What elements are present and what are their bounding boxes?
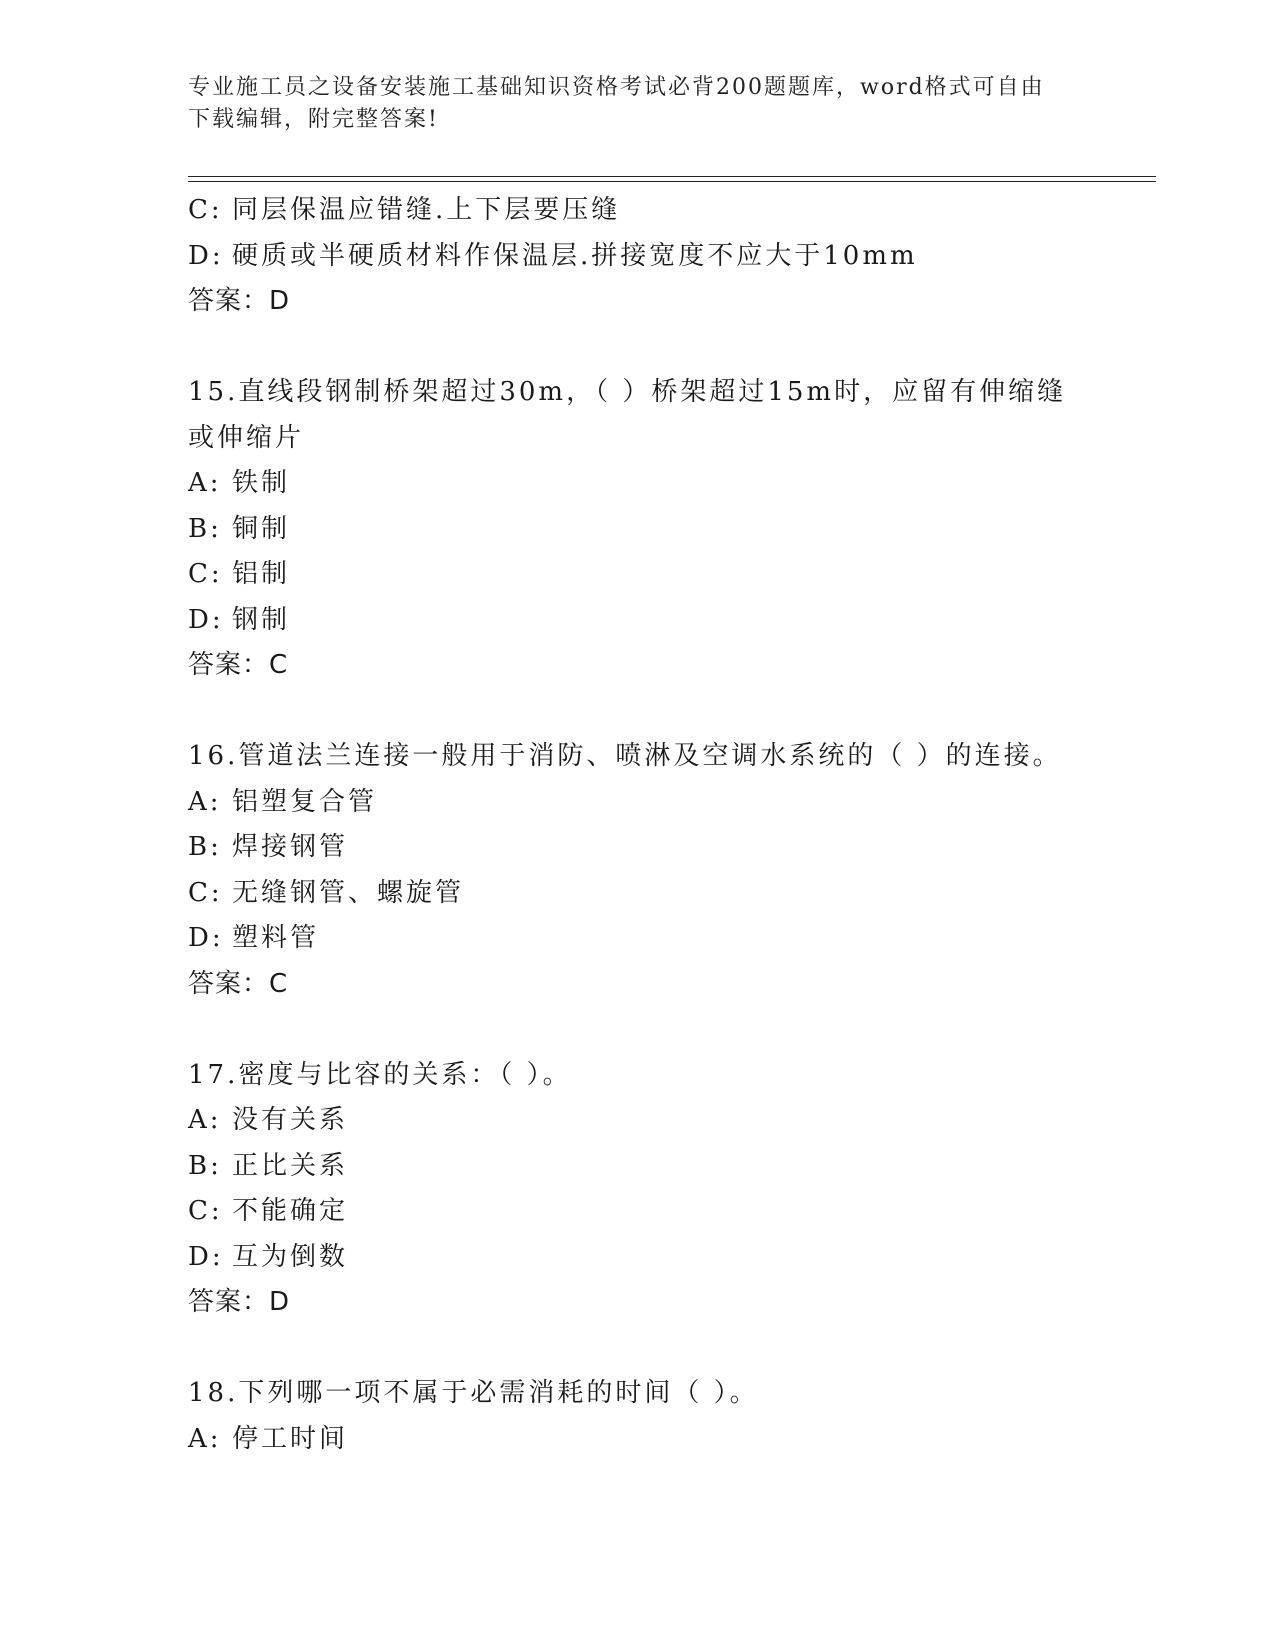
document-header: 专业施工员之设备安装施工基础知识资格考试必背200题题库，word格式可自由下载编辑，附完整答案! <box>188 75 1045 132</box>
option-b <box>188 507 1148 553</box>
question-15 <box>188 370 1148 689</box>
answer: 答案：C <box>188 968 289 999</box>
option-text: 同层保温应错缝.上下层要压缝 <box>232 195 621 225</box>
question-16 <box>188 734 1148 1007</box>
option-text: 硬质或半硬质材料作保温层.拼接宽度不应大于10mm <box>232 240 918 271</box>
option-a <box>188 461 1148 507</box>
option-text: 停工时间 <box>232 1423 349 1454</box>
question-stem: 15.直线段钢制桥架超过30m，（ ）桥架超过15m时，应留有伸缩缝或伸缩片 <box>188 377 1067 453</box>
option-text: 铜制 <box>232 513 291 544</box>
option-letter: B: <box>188 513 222 544</box>
option-text: 正比关系 <box>232 1150 349 1181</box>
option-letter: A: <box>188 1423 222 1454</box>
question-14 <box>188 188 1148 325</box>
header-rule-top <box>188 176 1156 177</box>
option-letter: B: <box>188 832 222 862</box>
option-d <box>188 1235 1148 1281</box>
option-letter: C: <box>188 559 223 589</box>
question-list <box>188 188 1148 1462</box>
option-d <box>188 598 1148 644</box>
option-d <box>188 234 1148 280</box>
option-letter: D: <box>188 604 224 635</box>
header-rule-bottom <box>188 181 1156 182</box>
option-c <box>188 188 1148 234</box>
option-text: 塑料管 <box>232 923 320 953</box>
option-b <box>188 1144 1148 1190</box>
option-text: 钢制 <box>232 604 291 635</box>
option-a <box>188 1098 1148 1144</box>
option-letter: D: <box>188 923 224 953</box>
question-stem: 16.管道法兰连接一般用于消防、喷淋及空调水系统的（ ）的连接。 <box>188 741 1062 771</box>
option-text: 铝塑复合管 <box>232 786 378 817</box>
option-text: 铁制 <box>232 468 291 498</box>
option-letter: D: <box>188 1241 224 1272</box>
option-text: 焊接钢管 <box>232 832 349 862</box>
option-text: 不能确定 <box>232 1196 349 1226</box>
option-c <box>188 552 1148 598</box>
answer: 答案：C <box>188 650 289 680</box>
spacer <box>188 325 1148 371</box>
option-a <box>188 780 1148 826</box>
answer: 答案：D <box>188 286 291 316</box>
option-text: 没有关系 <box>232 1105 349 1135</box>
option-letter: D: <box>188 240 224 271</box>
option-a <box>188 1417 1148 1463</box>
option-text: 互为倒数 <box>232 1241 349 1272</box>
question-stem: 17.密度与比容的关系：（ ）。 <box>188 1059 572 1090</box>
option-letter: A: <box>188 1105 222 1135</box>
option-c <box>188 871 1148 917</box>
spacer <box>188 689 1148 735</box>
option-letter: B: <box>188 1150 222 1181</box>
option-letter: C: <box>188 877 223 908</box>
spacer <box>188 1326 1148 1372</box>
question-17 <box>188 1053 1148 1326</box>
option-text: 铝制 <box>232 559 291 589</box>
option-letter: C: <box>188 195 223 225</box>
question-stem: 18.下列哪一项不属于必需消耗的时间（ ）。 <box>188 1378 759 1408</box>
spacer <box>188 1007 1148 1053</box>
option-b <box>188 825 1148 871</box>
option-letter: C: <box>188 1196 223 1226</box>
option-text: 无缝钢管、螺旋管 <box>232 877 465 908</box>
option-letter: A: <box>188 786 222 817</box>
option-d <box>188 916 1148 962</box>
option-letter: A: <box>188 468 222 498</box>
answer: 答案：D <box>188 1287 291 1317</box>
question-18 <box>188 1371 1148 1462</box>
option-c <box>188 1189 1148 1235</box>
